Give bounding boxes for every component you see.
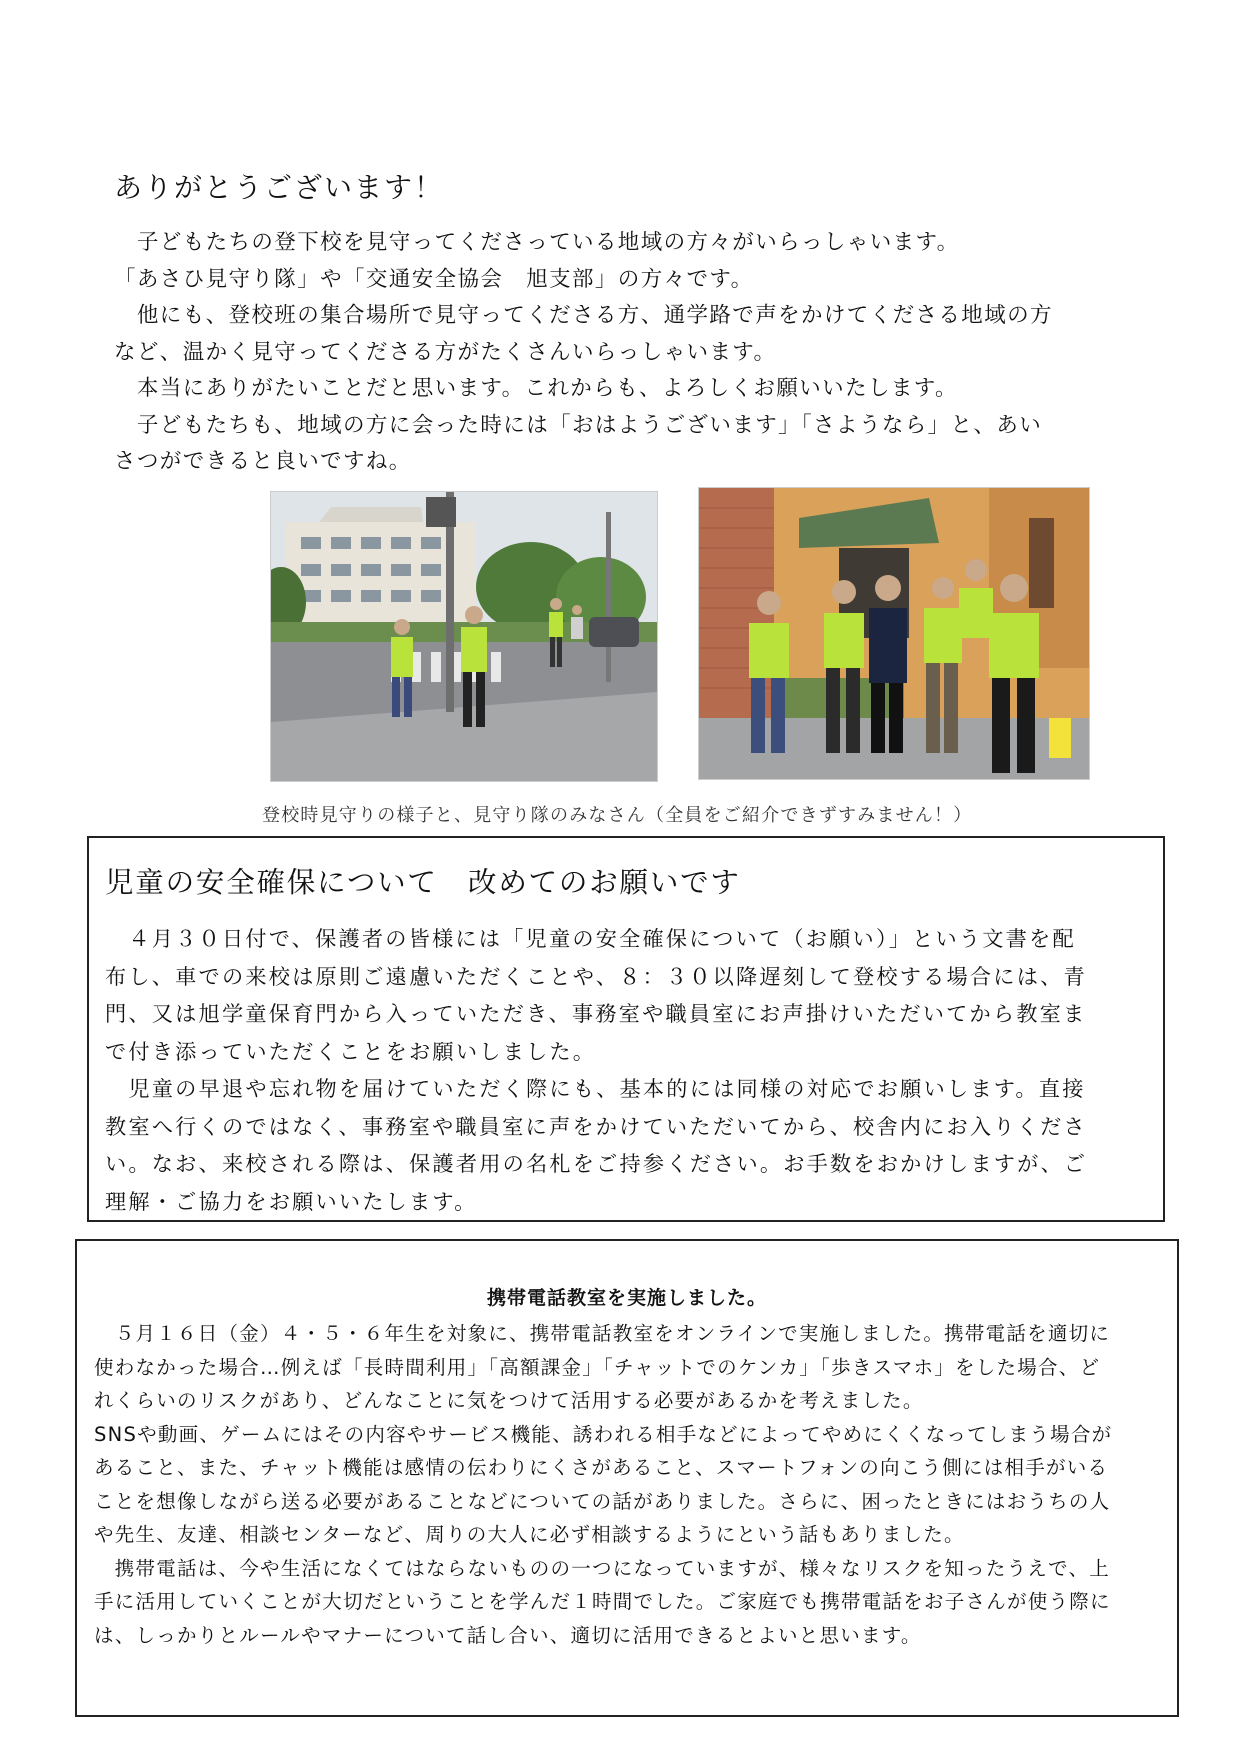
text-line: ５月１６日（金）４・５・６年生を対象に、携帯電話教室をオンラインで実施しました。携帯電話を適切に — [94, 1322, 1111, 1345]
text-line: 本当にありがたいことだと思います。これからも、よろしくお願いいたします。 — [114, 376, 958, 401]
text-line: や先生、友達、相談センターなど、周りの大人に必ず相談するようにという話もありました。 — [94, 1523, 965, 1546]
photo-crosswalk-guards — [270, 491, 658, 782]
section-title-thanks: ありがとうございます！ — [114, 171, 445, 204]
text-line: 理解・ご協力をお願いいたします。 — [105, 1188, 478, 1214]
text-line: 「あさひ見守り隊」や「交通安全協会 旭支部」の方々です。 — [114, 266, 754, 292]
text-line: は、しっかりとルールやマナーについて話し合い、適切に活用できるとよいと思います。 — [94, 1623, 922, 1647]
safety-notice-box — [87, 836, 1165, 1222]
phone-class-title: 携帯電話教室を実施しました。 — [486, 1287, 767, 1309]
text-line: ことを想像しながら送る必要があることなどについての話がありました。さらに、困ったときにはおうちの人 — [94, 1489, 1111, 1513]
phone-class-box — [75, 1239, 1179, 1717]
text-line: さつができると良いですね。 — [114, 449, 412, 474]
text-line: れくらいのリスクがあり、どんなことに気をつけて活用する必要があるかを考えました。 — [94, 1389, 924, 1412]
text-line: SNSや動画、ゲームにはその内容やサービス機能、誘われる相手などによってやめにくくなってしまう場合が — [94, 1422, 1113, 1446]
thanks-paragraph — [114, 225, 1124, 481]
text-line: 携帯電話は、今や生活になくてはならないものの一つになっていますが、様々なリスクを知ったうえで、上 — [94, 1556, 1110, 1580]
text-line: あること、また、チャット機能は感情の伝わりにくさがあること、スマートフォンの向こう側には相手がいる — [94, 1456, 1109, 1479]
text-line: 使わなかった場合…例えば「長時間利用」「高額課金」「チャットでのケンカ」「歩きスマホ」をした場合、ど — [94, 1355, 1101, 1379]
text-line: で付き添っていただくことをお願いしました。 — [105, 1038, 597, 1064]
text-line: 児童の早退や忘れ物を届けていただく際にも、基本的には同様の対応でお願いします。直接 — [105, 1076, 1086, 1101]
text-line: 門、又は旭学童保育門から入っていただき、事務室や職員室にお声掛けいただいてから教室ま — [105, 1001, 1087, 1026]
text-line: 子どもたちの登下校を見守ってくださっている地域の方々がいらっしゃいます。 — [114, 230, 960, 255]
text-line: など、温かく見守ってくださる方がたくさんいらっしゃいます。 — [114, 339, 777, 365]
text-line: 子どもたちも、地域の方に会った時には「おはようございます」「さようなら」と、あい — [114, 412, 1043, 438]
safety-notice-body — [105, 920, 1153, 1220]
safety-notice-title: 児童の安全確保について 改めてのお願いです — [105, 866, 741, 899]
text-line: 教室へ行くのではなく、事務室や職員室に声をかけていただいてから、校舎内にお入りくださ — [105, 1113, 1087, 1139]
text-line: 布し、車での来校は原則ご遠慮いただくことや、８：３０以降遅刻して登校する場合には、青 — [105, 963, 1087, 989]
text-line: 他にも、登校班の集合場所で見守ってくださる方、通学路で声をかけてくださる地域の方 — [114, 303, 1053, 328]
phone-class-body — [94, 1317, 1164, 1652]
text-line: 手に活用していくことが大切だということを学んだ１時間でした。ご家庭でも携帯電話をお子さんが使う際に — [94, 1590, 1111, 1613]
photo-caption: 登校時見守りの様子と、見守り隊のみなさん（全員をご紹介できずすみません！） — [262, 805, 973, 826]
photo-volunteer-group — [698, 487, 1090, 780]
text-line: ４月３０日付で、保護者の皆様には「児童の安全確保について（お願い）」という文書を配 — [105, 926, 1076, 951]
text-line: い。なお、来校される際は、保護者用の名札をご持参ください。お手数をおかけしますが、ご — [105, 1151, 1088, 1176]
